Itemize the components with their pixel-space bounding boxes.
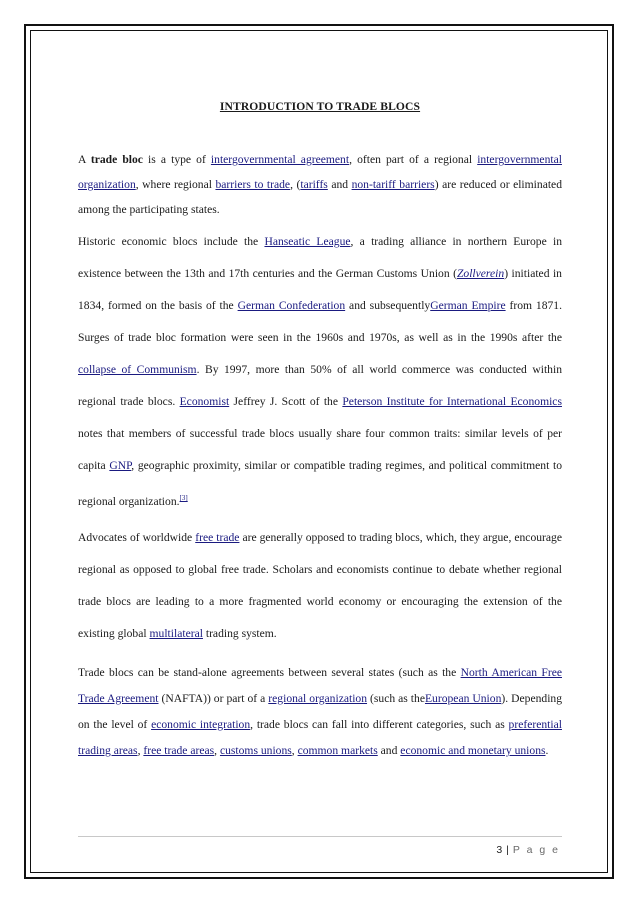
text-run: . By 1997, more than 50% of all world commerce was conducted within regional trade blocs. — [78, 363, 562, 408]
link-intergovernmental-organization[interactable]: intergovernmental organization — [78, 153, 562, 191]
paragraph-advocates — [78, 522, 562, 650]
text-run: , ( — [290, 178, 301, 191]
text-run: ). Depending on the level of — [78, 691, 563, 731]
link-free-trade-areas[interactable]: free trade areas — [143, 743, 215, 757]
page-number: 3 — [496, 844, 503, 856]
link-customs-unions[interactable]: customs unions — [219, 743, 292, 757]
link-free-trade[interactable]: free trade — [195, 530, 240, 544]
text-run: notes that members of successful trade blocs usually share four common traits: similar levels of per capita — [78, 427, 562, 472]
link-preferential-trading-areas[interactable]: preferential trading areas — [78, 717, 562, 757]
link-hanseatic-league[interactable]: Hanseatic League — [264, 235, 351, 248]
text-run: , often part of a regional — [349, 153, 478, 166]
text-run: , — [214, 743, 220, 757]
text-run: , — [137, 743, 144, 757]
link-peterson-institute[interactable]: Peterson Institute for International Economics — [342, 395, 562, 408]
footer-separator: | — [506, 844, 509, 856]
link-regional-organization[interactable]: regional organization — [268, 691, 368, 705]
link-german-empire[interactable]: German Empire — [430, 299, 506, 312]
text-run: , — [291, 743, 298, 757]
link-intergovernmental-agreement[interactable]: intergovernmental agreement — [210, 153, 350, 166]
text-run: . — [545, 743, 549, 757]
text-run: , a trading alliance in northern Europe in existence between the 13th and 17th centuries and the German Customs Union ( — [78, 235, 563, 280]
text-run: from 1871. Surges of trade bloc formation were seen in the 1960s and 1970s, as well as in the 1990s after the — [78, 299, 563, 344]
term-trade-bloc: trade bloc — [90, 153, 143, 166]
link-tariffs[interactable]: tariffs — [300, 178, 328, 191]
footer-divider — [78, 836, 562, 837]
link-barriers-to-trade[interactable]: barriers to trade — [215, 178, 291, 191]
link-gnp[interactable]: GNP — [109, 459, 132, 472]
text-run: Advocates of worldwide — [78, 530, 196, 544]
page-footer — [78, 844, 560, 856]
link-nafta[interactable]: North American Free Trade Agreement — [78, 665, 562, 705]
link-common-markets[interactable]: common markets — [297, 743, 378, 757]
text-run: is a type of — [142, 153, 211, 166]
text-run: Jeffrey J. Scott of the — [229, 395, 343, 408]
link-german-confederation[interactable]: German Confederation — [237, 299, 346, 312]
text-run: and — [377, 743, 401, 757]
paragraph-history — [78, 226, 562, 518]
link-economist[interactable]: Economist — [179, 395, 230, 408]
paragraph-categories — [78, 660, 562, 764]
text-run: ) initiated in 1834, formed on the basis of the — [78, 267, 562, 312]
text-run: (NAFTA)) or part of a — [158, 691, 269, 705]
page-label: P a g e — [512, 844, 560, 856]
link-economic-monetary-unions[interactable]: economic and monetary unions — [400, 743, 546, 757]
text-run: ) are reduced or eliminated among the participating states. — [78, 178, 563, 216]
text-run: , trade blocs can fall into different categories, such as — [250, 717, 509, 731]
link-european-union[interactable]: European Union — [424, 691, 502, 705]
link-economic-integration[interactable]: economic integration — [151, 717, 251, 731]
text-run: A — [78, 153, 91, 166]
text-run: (such as the — [367, 691, 425, 705]
text-run: , where regional — [135, 178, 216, 191]
reference-link[interactable]: [3] — [179, 494, 188, 502]
text-run: Trade blocs can be stand-alone agreements between several states (such as the — [78, 665, 461, 679]
text-run: trading system. — [202, 626, 277, 640]
text-run: and subsequently — [345, 299, 431, 312]
text-run: are generally opposed to trading blocs, which, they argue, encourage regional as opposed to global free trade. Scholars and economists continue to debate whether regional trade blocs are leading to a more fragmented world economy or encouraging the extension of the existing global — [78, 530, 562, 640]
link-zollverein[interactable]: Zollverein — [456, 267, 505, 280]
text-run: Historic economic blocs include the — [78, 235, 265, 248]
link-multilateral[interactable]: multilateral — [149, 626, 203, 640]
text-run: and — [327, 178, 352, 191]
link-non-tariff-barriers[interactable]: non-tariff barriers — [351, 178, 435, 191]
document-body — [78, 100, 562, 778]
paragraph-definition — [78, 147, 562, 222]
document-title: INTRODUCTION TO TRADE BLOCS — [219, 100, 421, 113]
text-run: , geographic proximity, similar or compatible trading regimes, and political commitment to regional organization. — [78, 459, 562, 508]
link-collapse-of-communism[interactable]: collapse of Communism — [78, 363, 197, 376]
